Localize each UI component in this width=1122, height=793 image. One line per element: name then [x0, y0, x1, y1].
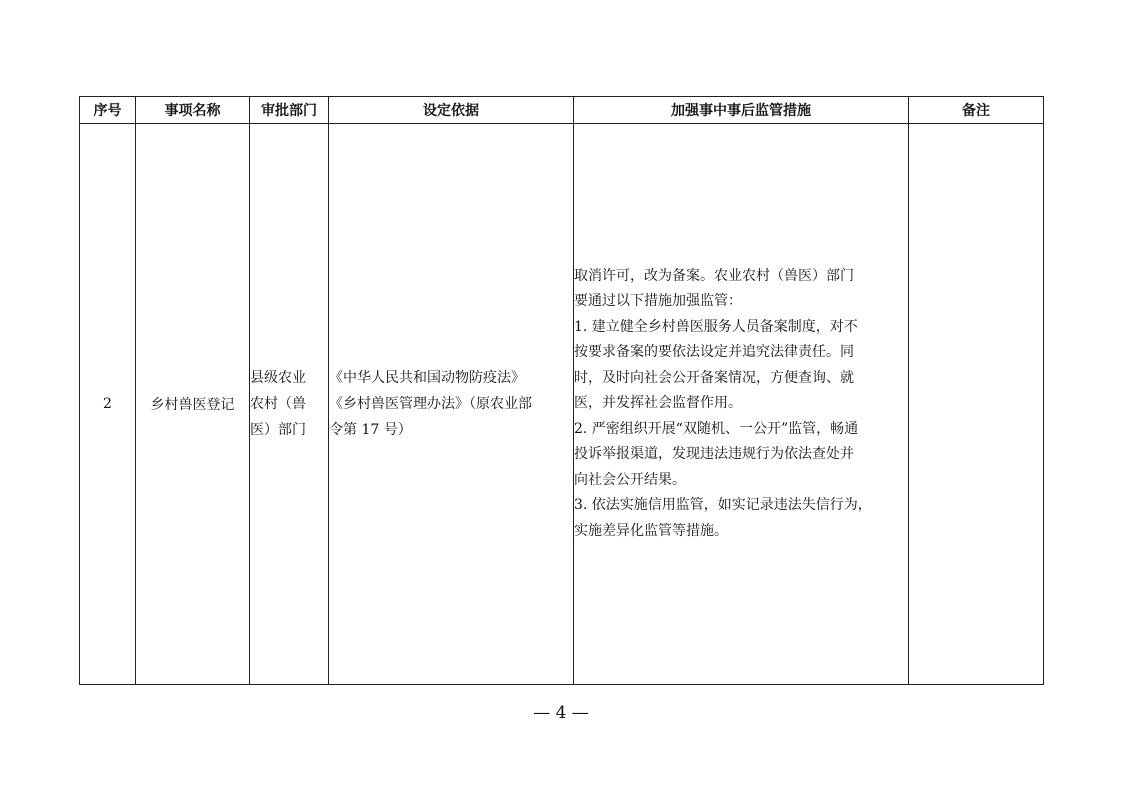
- cell-approval-dept: [250, 124, 329, 685]
- cell-seq: 2: [80, 124, 136, 685]
- approval-items-table: [79, 96, 1044, 685]
- cell-remarks: [909, 124, 1044, 685]
- measure-line: 时，及时向社会公开备案情况，方便查询、就: [574, 369, 854, 386]
- dept-line: 医）部门: [250, 422, 306, 438]
- measure-line: 3. 依法实施信用监管，如实记录违法失信行为，: [574, 497, 872, 514]
- table-row: [80, 124, 1044, 685]
- measure-line: 医，并发挥社会监督作用。: [574, 395, 742, 412]
- measure-line: 1. 建立健全乡村兽医服务人员备案制度，对不: [574, 318, 858, 335]
- page-number: — 4 —: [533, 703, 589, 723]
- header-supervision-measures: 加强事中事后监管措施: [574, 97, 909, 124]
- table-header-row: [80, 97, 1044, 124]
- measure-line: 要通过以下措施加强监管：: [574, 293, 742, 310]
- measure-line: 按要求备案的要依法设定并追究法律责任。同: [574, 344, 854, 361]
- cell-legal-basis: [329, 124, 574, 685]
- measure-line: 2. 严密组织开展“双随机、一公开”监管，畅通: [574, 420, 859, 437]
- measure-line: 取消许可，改为备案。农业农村（兽医）部门: [574, 267, 854, 284]
- measure-line: 向社会公开结果。: [574, 471, 686, 488]
- basis-line: 令第 17 号）: [329, 422, 412, 438]
- header-item-name: 事项名称: [136, 97, 250, 124]
- cell-item-name: 乡村兽医登记: [136, 124, 250, 685]
- cell-supervision-measures: [574, 124, 909, 685]
- measure-line: 投诉举报渠道，发现违法违规行为依法查处并: [574, 446, 854, 463]
- header-remarks: 备注: [909, 97, 1044, 124]
- dept-line: 县级农业: [250, 370, 306, 386]
- header-approval-dept: 审批部门: [250, 97, 329, 124]
- basis-line: 《中华人民共和国动物防疫法》: [329, 370, 525, 386]
- header-seq: 序号: [80, 97, 136, 124]
- basis-line: 《乡村兽医管理办法》（原农业部: [329, 396, 532, 412]
- header-legal-basis: 设定依据: [329, 97, 574, 124]
- measure-line: 实施差异化监管等措施。: [574, 522, 728, 539]
- dept-line: 农村（兽: [250, 396, 306, 412]
